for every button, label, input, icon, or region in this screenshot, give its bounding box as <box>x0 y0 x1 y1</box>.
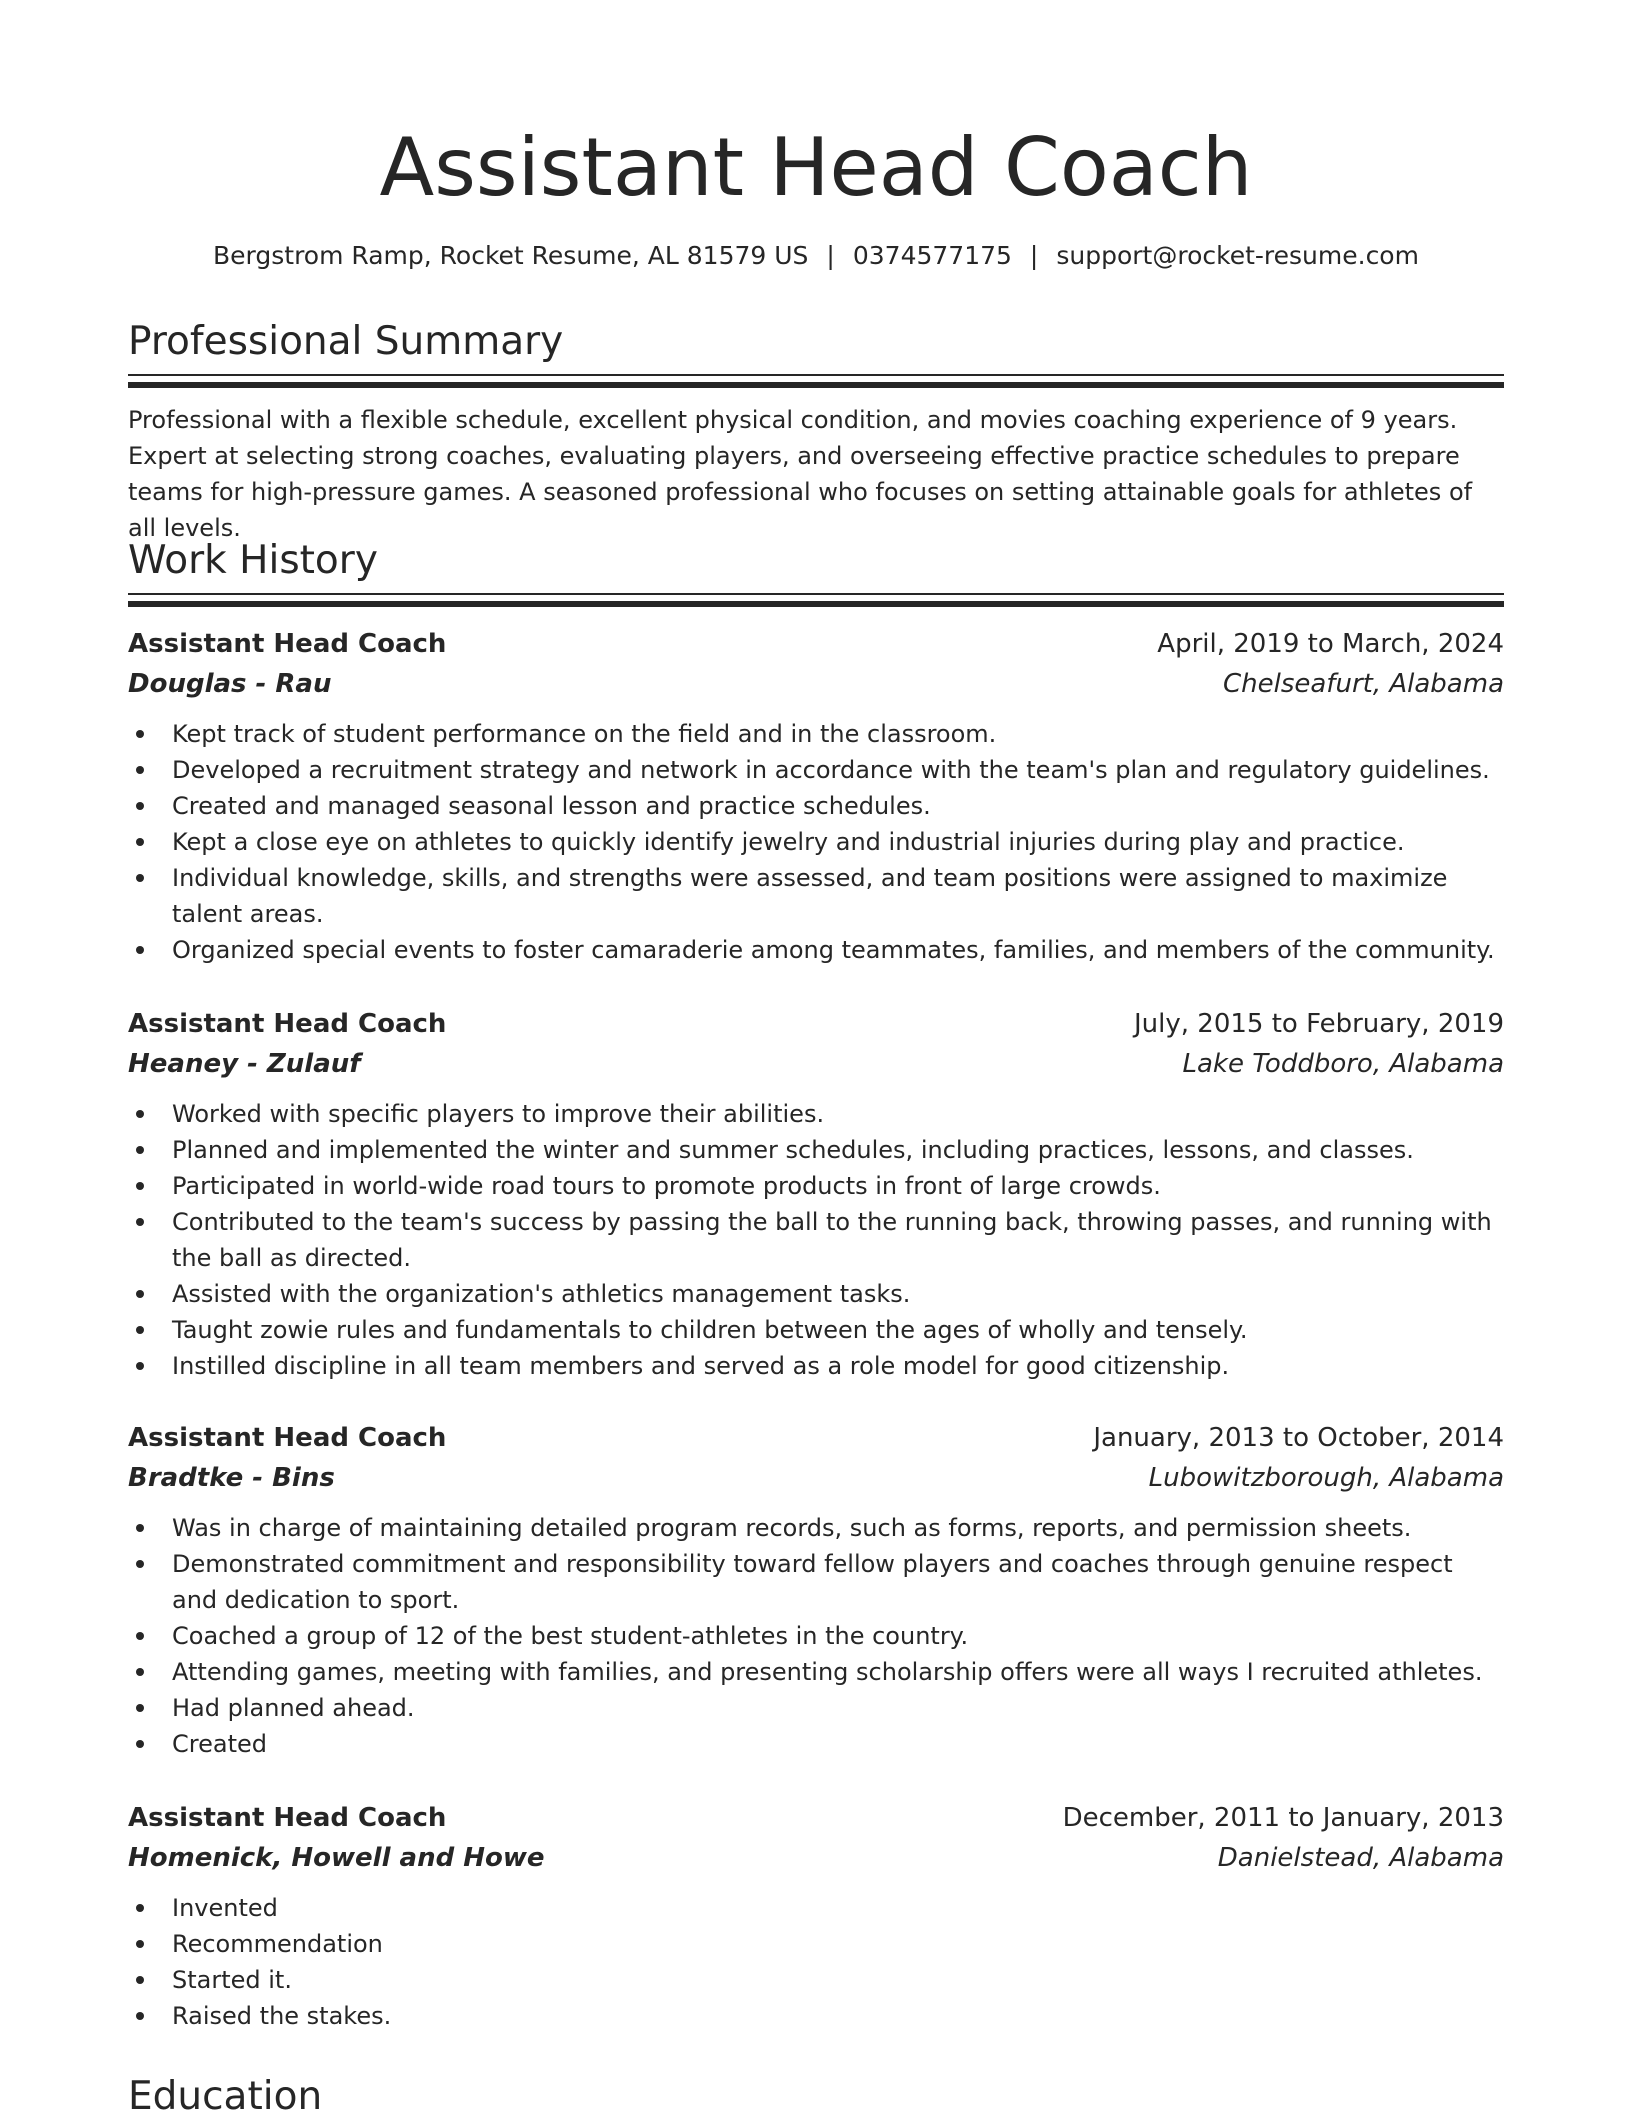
job-location: Lake Toddboro, Alabama <box>1182 1049 1504 1079</box>
bullet-item: Demonstrated commitment and responsibility toward fellow players and coaches through genuine respect and dedication to sport. <box>172 1546 1504 1618</box>
job-location: Lubowitzborough, Alabama <box>1148 1463 1504 1493</box>
job-company: Bradtke - Bins <box>128 1463 335 1493</box>
education-heading: Education <box>128 2074 323 2119</box>
job-location: Chelseafurt, Alabama <box>1222 669 1504 699</box>
bullet-item: Individual knowledge, skills, and strengths were assessed, and team positions were assigned to maximize talent areas. <box>172 860 1504 932</box>
job-bullets <box>128 716 1504 968</box>
bullet-item: Kept track of student performance on the field and in the classroom. <box>172 716 1504 752</box>
job-entry <box>128 1798 1504 2034</box>
bullet-item: Attending games, meeting with families, and presenting scholarship offers were all ways I recruited athletes. <box>172 1654 1504 1690</box>
bullet-item: Coached a group of 12 of the best student-athletes in the country. <box>172 1618 1504 1654</box>
job-entry <box>128 624 1504 968</box>
bullet-item: Planned and implemented the winter and summer schedules, including practices, lessons, and classes. <box>172 1132 1504 1168</box>
bullet-item: Taught zowie rules and fundamentals to children between the ages of wholly and tensely. <box>172 1312 1504 1348</box>
bullet-item: Was in charge of maintaining detailed program records, such as forms, reports, and permission sheets. <box>172 1510 1504 1546</box>
job-bullets <box>128 1890 1504 2034</box>
contact-address: Bergstrom Ramp, Rocket Resume, AL 81579 US <box>213 241 809 270</box>
bullet-item: Worked with specific players to improve their abilities. <box>172 1096 1504 1132</box>
job-dates: July, 2015 to February, 2019 <box>1134 1009 1504 1039</box>
summary-divider <box>128 374 1504 376</box>
job-dates: January, 2013 to October, 2014 <box>1093 1423 1504 1453</box>
job-dates: December, 2011 to January, 2013 <box>1062 1803 1504 1833</box>
bullet-item: Had planned ahead. <box>172 1690 1504 1726</box>
work-history-heading: Work History <box>128 538 378 583</box>
summary-heading: Professional Summary <box>128 319 564 364</box>
job-bullets <box>128 1510 1504 1762</box>
bullet-item: Developed a recruitment strategy and network in accordance with the team's plan and regulatory guidelines. <box>172 752 1504 788</box>
bullet-item: Kept a close eye on athletes to quickly identify jewelry and industrial injuries during play and practice. <box>172 824 1504 860</box>
contact-line <box>0 238 1632 274</box>
job-title: Assistant Head Coach <box>128 1423 447 1453</box>
bullet-item: Organized special events to foster camaraderie among teammates, families, and members of the community. <box>172 932 1504 968</box>
job-title: Assistant Head Coach <box>128 629 447 659</box>
job-company: Homenick, Howell and Howe <box>128 1843 545 1873</box>
bullet-item: Created <box>172 1726 1504 1762</box>
bullet-item: Recommendation <box>172 1926 1504 1962</box>
contact-email: support@rocket-resume.com <box>1056 241 1419 270</box>
job-location: Danielstead, Alabama <box>1217 1843 1504 1873</box>
job-company: Douglas - Rau <box>128 669 332 699</box>
job-title: Assistant Head Coach <box>128 1009 447 1039</box>
bullet-item: Participated in world-wide road tours to promote products in front of large crowds. <box>172 1168 1504 1204</box>
contact-phone: 0374577175 <box>852 241 1012 270</box>
job-dates: April, 2019 to March, 2024 <box>1157 629 1504 659</box>
job-entry <box>128 1418 1504 1762</box>
resume-name: Assistant Head Coach <box>379 121 1253 214</box>
bullet-item: Instilled discipline in all team members and served as a role model for good citizenship. <box>172 1348 1504 1384</box>
contact-separator: | <box>826 241 835 270</box>
bullet-item: Raised the stakes. <box>172 1998 1504 2034</box>
job-title: Assistant Head Coach <box>128 1803 447 1833</box>
bullet-item: Invented <box>172 1890 1504 1926</box>
job-company: Heaney - Zulauf <box>128 1049 361 1079</box>
bullet-item: Created and managed seasonal lesson and practice schedules. <box>172 788 1504 824</box>
summary-text: Professional with a flexible schedule, excellent physical condition, and movies coaching experience of 9 years. Expert at selecting strong coaches, evaluating players, and overseeing effective practice schedules to prepare teams for high-pressure games. A seasoned professional who focuses on setting attainable goals for athletes of all levels. <box>128 406 1473 542</box>
bullet-item: Contributed to the team's success by passing the ball to the running back, throwing passes, and running with the ball as directed. <box>172 1204 1504 1276</box>
contact-separator: | <box>1029 241 1039 270</box>
job-bullets <box>128 1096 1504 1384</box>
bullet-item: Started it. <box>172 1962 1504 1998</box>
job-entry <box>128 1004 1504 1384</box>
bullet-item: Assisted with the organization's athletics management tasks. <box>172 1276 1504 1312</box>
work-history-divider <box>128 593 1504 595</box>
